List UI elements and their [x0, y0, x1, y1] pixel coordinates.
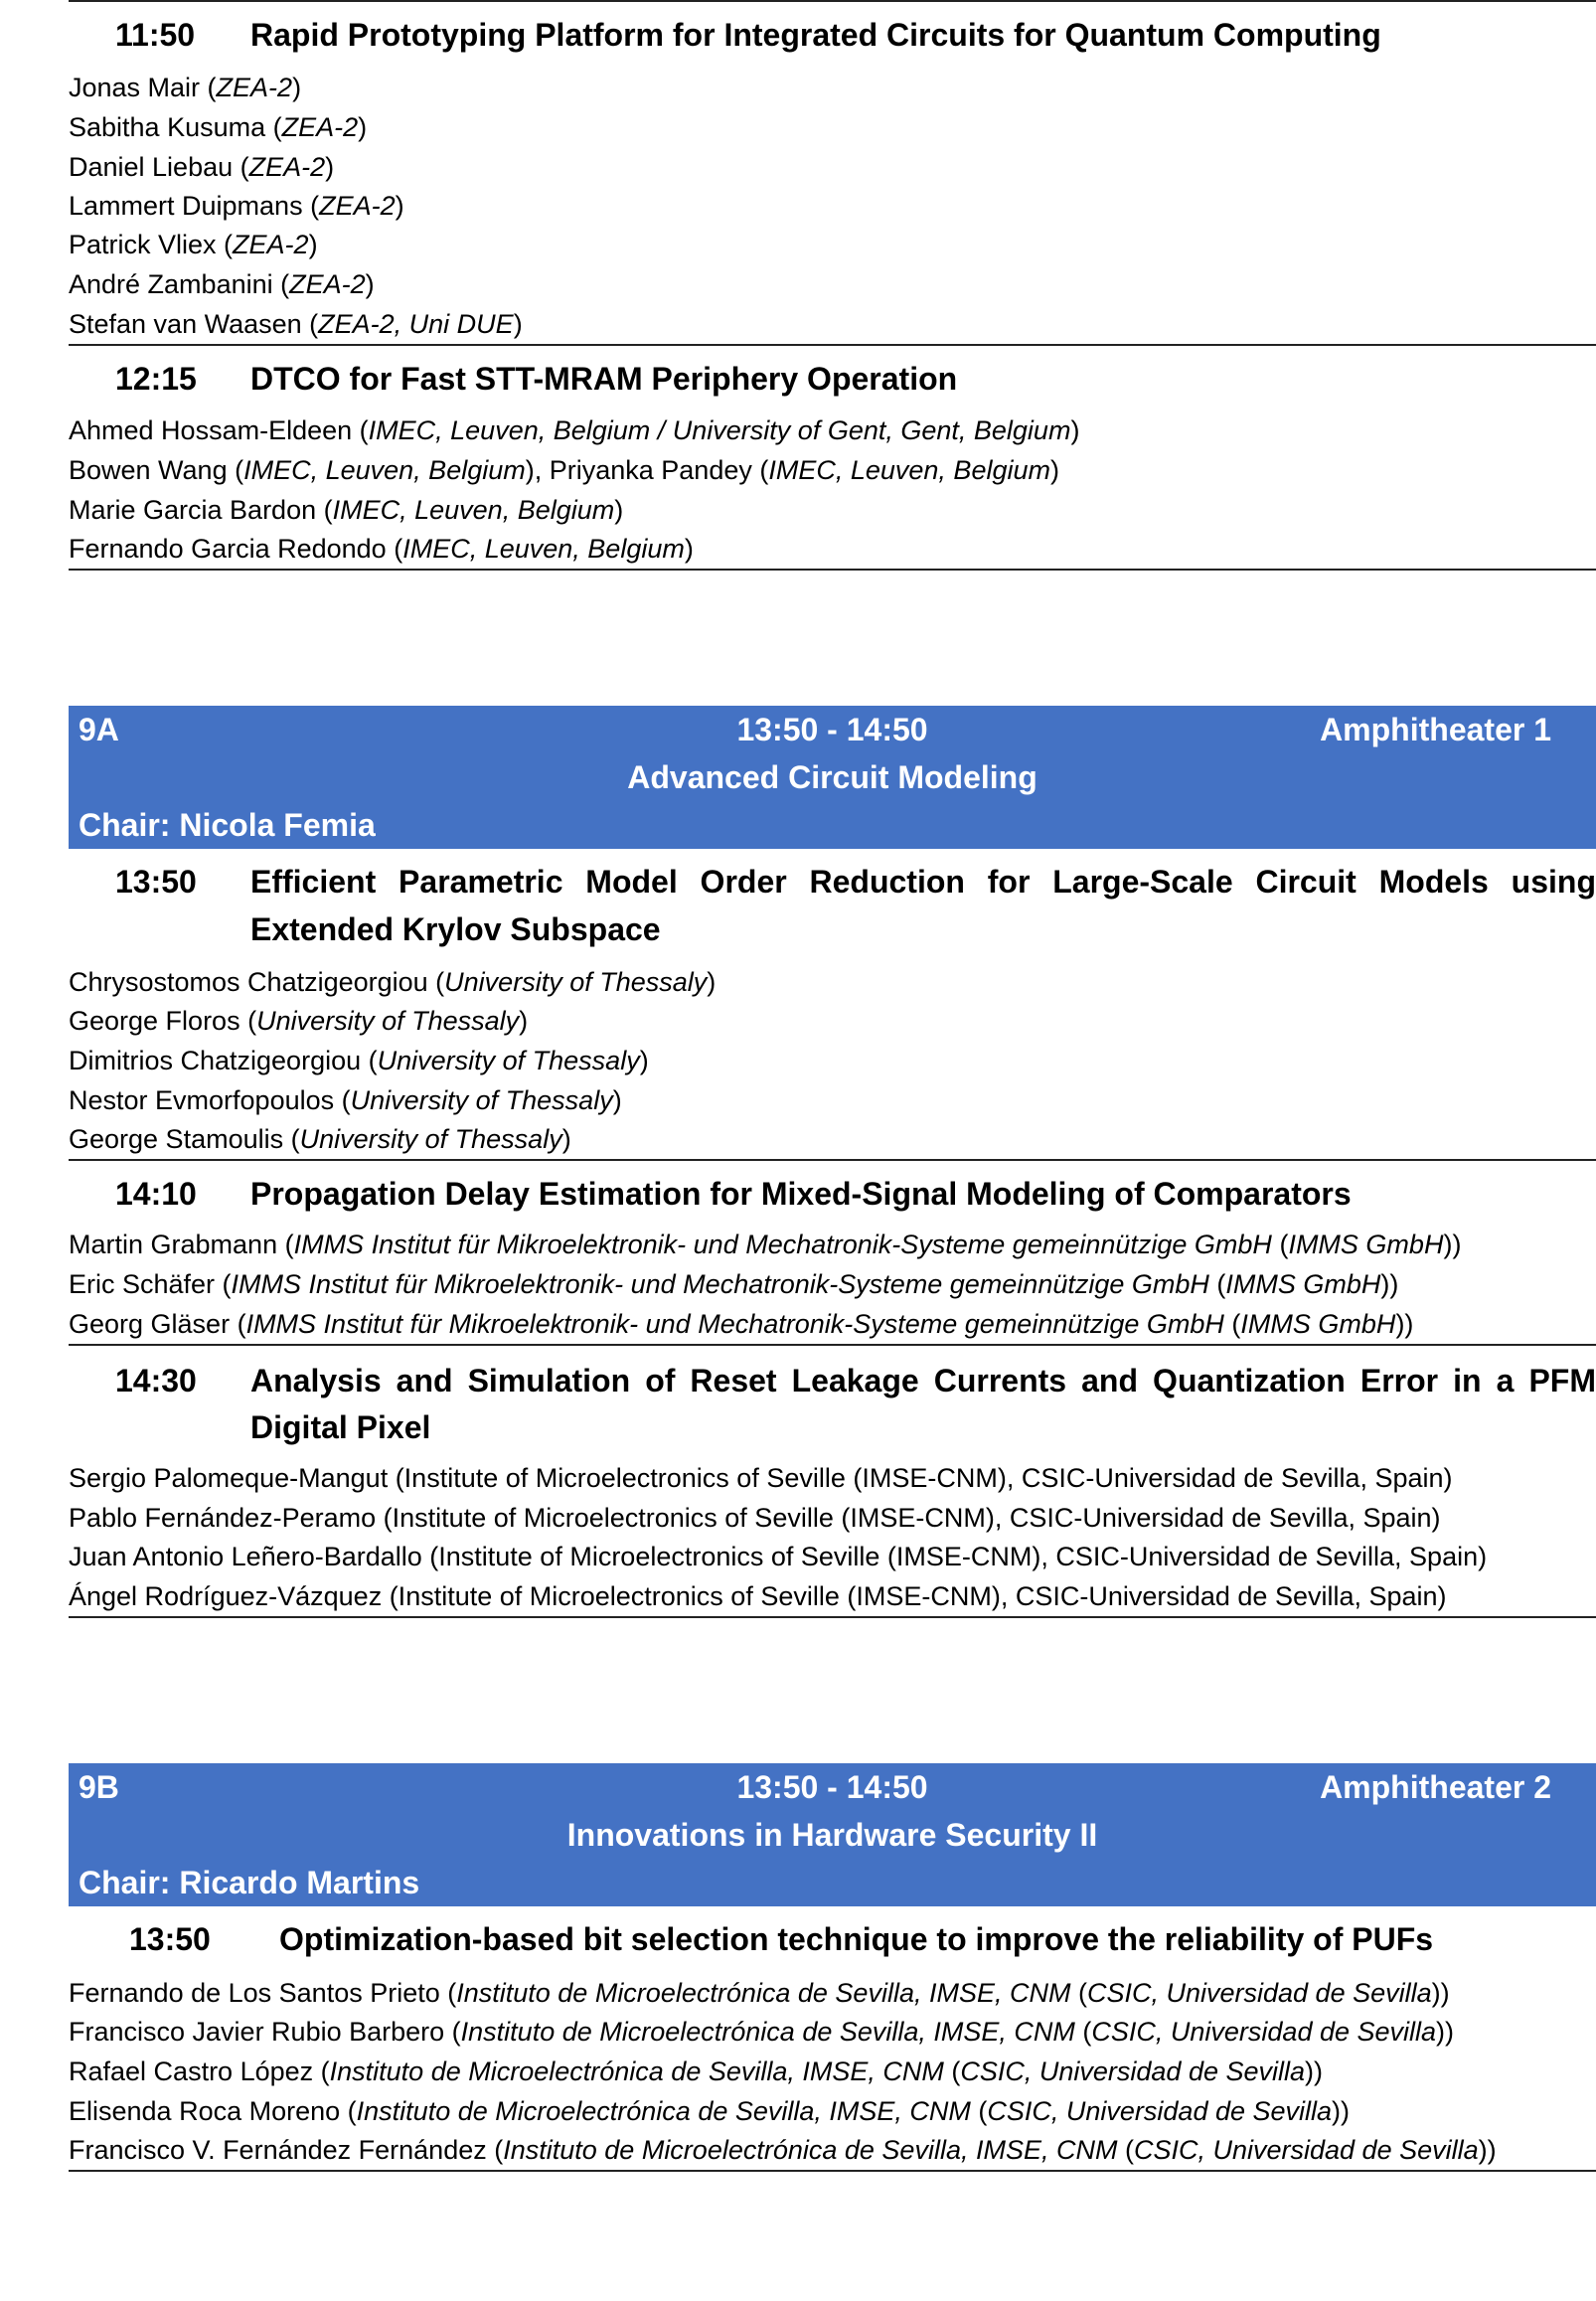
- author-line: Francisco V. Fernández Fernández (Instituto de Microelectrónica de Sevilla, IMSE, CNM (CSIC, Universidad de Sevilla)): [69, 2135, 1497, 2165]
- talk-title: Analysis and Simulation of Reset Leakage Currents and Quantization Error in a PFM: [250, 1363, 1596, 1398]
- author-line: Rafael Castro López (Instituto de Microelectrónica de Sevilla, IMSE, CNM (CSIC, Universidad de Sevilla)): [69, 2056, 1324, 2086]
- divider-top: [69, 0, 1596, 2]
- talk-title: Efficient Parametric Model Order Reduction for Large-Scale Circuit Models using: [250, 864, 1596, 900]
- author-line: Lammert Duipmans (ZEA-2): [69, 191, 404, 221]
- divider: [69, 1159, 1596, 1161]
- session-time: 13:50 - 14:50: [736, 712, 928, 747]
- author-line: Nestor Evmorfopoulos (University of Thessaly): [69, 1085, 622, 1115]
- author-line: Stefan van Waasen (ZEA-2, Uni DUE): [69, 309, 523, 339]
- author-line: Ángel Rodríguez-Vázquez (Institute of Microelectronics of Seville (IMSE-CNM), CSIC-Universidad de Sevilla, Spain): [69, 1581, 1447, 1611]
- author-line: Marie Garcia Bardon (IMEC, Leuven, Belgium): [69, 495, 624, 525]
- session-time: 13:50 - 14:50: [736, 1769, 928, 1805]
- session-room: Amphitheater 2: [1320, 1769, 1551, 1805]
- author-line: Martin Grabmann (IMMS Institut für Mikroelektronik- und Mechatronik-Systeme gemeinnützige GmbH (IMMS GmbH)): [69, 1230, 1462, 1259]
- author-line: Georg Gläser (IMMS Institut für Mikroelektronik- und Mechatronik-Systeme gemeinnützige GmbH (IMMS GmbH)): [69, 1309, 1414, 1339]
- session-title: Advanced Circuit Modeling: [627, 759, 1037, 795]
- author-line: Elisenda Roca Moreno (Instituto de Microelectrónica de Sevilla, IMSE, CNM (CSIC, Universidad de Sevilla)): [69, 2096, 1351, 2126]
- author-line: Daniel Liebau (ZEA-2): [69, 152, 335, 182]
- author-line: Fernando de Los Santos Prieto (Instituto de Microelectrónica de Sevilla, IMSE, CNM (CSIC, Universidad de Sevilla)): [69, 1978, 1450, 2008]
- session-code: 9B: [79, 1769, 119, 1805]
- divider: [69, 2170, 1596, 2172]
- author-line: Ahmed Hossam-Eldeen (IMEC, Leuven, Belgium / University of Gent, Gent, Belgium): [69, 415, 1080, 445]
- author-line: Eric Schäfer (IMMS Institut für Mikroelektronik- und Mechatronik-Systeme gemeinnützige GmbH (IMMS GmbH)): [69, 1269, 1399, 1299]
- author-line: Dimitrios Chatzigeorgiou (University of Thessaly): [69, 1046, 649, 1075]
- divider: [69, 1344, 1596, 1346]
- author-line: George Stamoulis (University of Thessaly): [69, 1124, 571, 1154]
- talk-time: 13:50: [129, 1921, 211, 1957]
- talk-title: Digital Pixel: [250, 1409, 431, 1445]
- divider: [69, 1616, 1596, 1618]
- author-line: Juan Antonio Leñero-Bardallo (Institute of Microelectronics of Seville (IMSE-CNM), CSIC-Universidad de Sevilla, Spain): [69, 1542, 1488, 1571]
- author-line: Francisco Javier Rubio Barbero (Instituto de Microelectrónica de Sevilla, IMSE, CNM (CSIC, Universidad de Sevilla)): [69, 2017, 1455, 2047]
- author-line: Bowen Wang (IMEC, Leuven, Belgium), Priyanka Pandey (IMEC, Leuven, Belgium): [69, 455, 1059, 485]
- divider: [69, 569, 1596, 571]
- author-line: Patrick Vliex (ZEA-2): [69, 230, 318, 259]
- talk-time: 11:50: [115, 17, 196, 53]
- talk-time: 14:30: [115, 1363, 197, 1398]
- session-room: Amphitheater 1: [1320, 712, 1551, 747]
- author-line: Jonas Mair (ZEA-2): [69, 73, 302, 102]
- session-chair: Chair: Nicola Femia: [79, 807, 376, 843]
- session-9b-header: [69, 1763, 1596, 1906]
- session-chair: Chair: Ricardo Martins: [79, 1865, 420, 1900]
- author-line: Sabitha Kusuma (ZEA-2): [69, 112, 368, 142]
- session-code: 9A: [79, 712, 119, 747]
- talk-time: 12:15: [115, 361, 197, 397]
- talk-time: 13:50: [115, 864, 197, 900]
- talk-title: Optimization-based bit selection technique to improve the reliability of PUFs: [279, 1921, 1434, 1957]
- talk-title: DTCO for Fast STT-MRAM Periphery Operation: [250, 361, 958, 397]
- divider: [69, 344, 1596, 346]
- author-line: Pablo Fernández-Peramo (Institute of Microelectronics of Seville (IMSE-CNM), CSIC-Universidad de Sevilla, Spain): [69, 1503, 1441, 1533]
- author-line: Chrysostomos Chatzigeorgiou (University of Thessaly): [69, 967, 717, 997]
- author-line: André Zambanini (ZEA-2): [69, 269, 375, 299]
- author-line: George Floros (University of Thessaly): [69, 1006, 529, 1036]
- talk-time: 14:10: [115, 1176, 197, 1212]
- talk-title: Propagation Delay Estimation for Mixed-Signal Modeling of Comparators: [250, 1176, 1352, 1212]
- talk-title: Extended Krylov Subspace: [250, 911, 661, 947]
- session-title: Innovations in Hardware Security II: [566, 1817, 1098, 1853]
- author-line: Fernando Garcia Redondo (IMEC, Leuven, Belgium): [69, 534, 694, 564]
- author-line: Sergio Palomeque-Mangut (Institute of Microelectronics of Seville (IMSE-CNM), CSIC-Universidad de Sevilla, Spain): [69, 1463, 1453, 1493]
- session-9a-header: [69, 706, 1596, 849]
- talk-title: Rapid Prototyping Platform for Integrated Circuits for Quantum Computing: [250, 17, 1381, 53]
